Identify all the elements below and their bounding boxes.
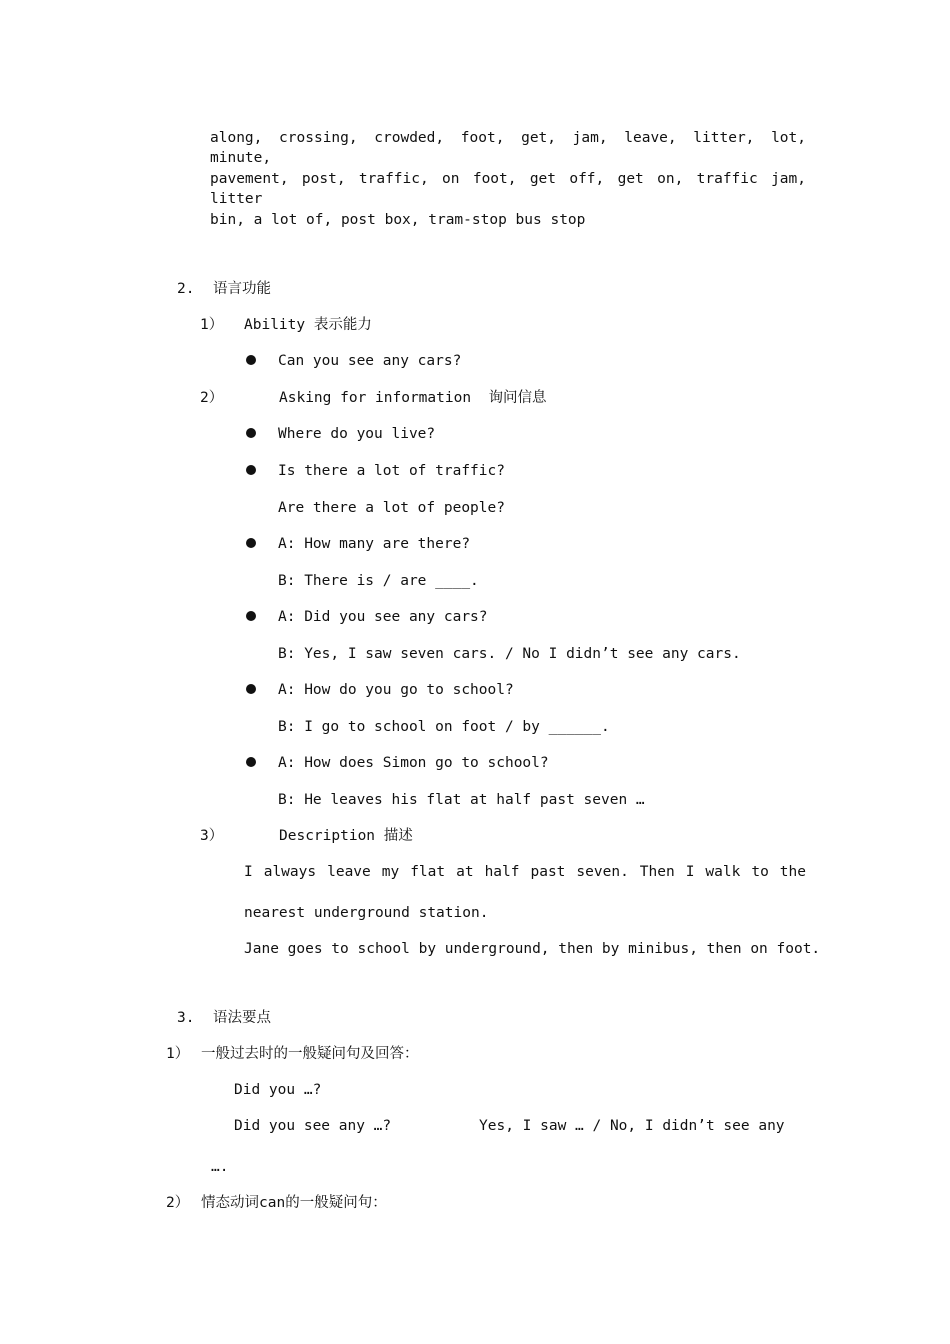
info-example-1: Where do you live?: [278, 426, 436, 442]
description-para-1b: nearest underground station.: [244, 905, 489, 921]
bullet-icon: [246, 355, 256, 365]
section-3-number: 3.: [177, 1010, 195, 1026]
grammar-example-2-question: Did you see any …?: [234, 1118, 392, 1134]
sub-1-title: Ability 表示能力: [244, 317, 372, 333]
grammar-example-2-continued: ….: [211, 1159, 229, 1175]
sub-3-title: Description 描述: [279, 828, 413, 844]
section-2-title: 语言功能: [213, 281, 271, 297]
sub-2-number: 2）: [200, 390, 224, 406]
info-example-4a: A: Did you see any cars?: [278, 609, 488, 625]
info-example-3a: A: How many are there?: [278, 536, 471, 552]
bullet-icon: [246, 757, 256, 767]
sub-2-title: Asking for information 询问信息: [279, 390, 547, 406]
grammar-item-2-title: 情态动词can的一般疑问句：: [201, 1195, 387, 1211]
grammar-item-2-number: 2）: [166, 1195, 190, 1211]
info-example-6a: A: How does Simon go to school?: [278, 755, 549, 771]
vocab-line-3: bin, a lot of, post box, tram-stop bus stop: [210, 212, 586, 228]
info-example-3b: B: There is / are ____.: [278, 573, 479, 589]
bullet-icon: [246, 538, 256, 548]
info-example-6b: B: He leaves his flat at half past seven …: [278, 792, 645, 808]
grammar-example-2-answer: Yes, I saw … / No, I didn’t see any: [479, 1118, 785, 1134]
grammar-item-1-number: 1）: [166, 1046, 190, 1062]
bullet-icon: [246, 684, 256, 694]
bullet-icon: [246, 465, 256, 475]
info-example-5a: A: How do you go to school?: [278, 682, 514, 698]
info-example-2a: Is there a lot of traffic?: [278, 463, 505, 479]
info-example-4b: B: Yes, I saw seven cars. / No I didn’t see any cars.: [278, 646, 741, 662]
sub-3-number: 3）: [200, 828, 224, 844]
ability-example: Can you see any cars?: [278, 353, 462, 369]
description-para-2: Jane goes to school by underground, then by minibus, then on foot.: [244, 941, 821, 957]
vocab-line-2: pavement, post, traffic, on foot, get off, get on, traffic jam, litter: [210, 171, 806, 207]
info-example-2b: Are there a lot of people?: [278, 500, 505, 516]
grammar-example-1: Did you …?: [234, 1082, 322, 1098]
sub-1-number: 1）: [200, 317, 224, 333]
bullet-icon: [246, 428, 256, 438]
info-example-5b: B: I go to school on foot / by ______.: [278, 719, 610, 735]
vocab-line-1: along, crossing, crowded, foot, get, jam, leave, litter, lot, minute,: [210, 130, 806, 166]
description-para-1a: I always leave my flat at half past seven. Then I walk to the: [244, 864, 806, 880]
grammar-item-1-title: 一般过去时的一般疑问句及回答：: [201, 1046, 419, 1062]
bullet-icon: [246, 611, 256, 621]
section-3-title: 语法要点: [213, 1010, 271, 1026]
section-2-number: 2.: [177, 281, 195, 297]
